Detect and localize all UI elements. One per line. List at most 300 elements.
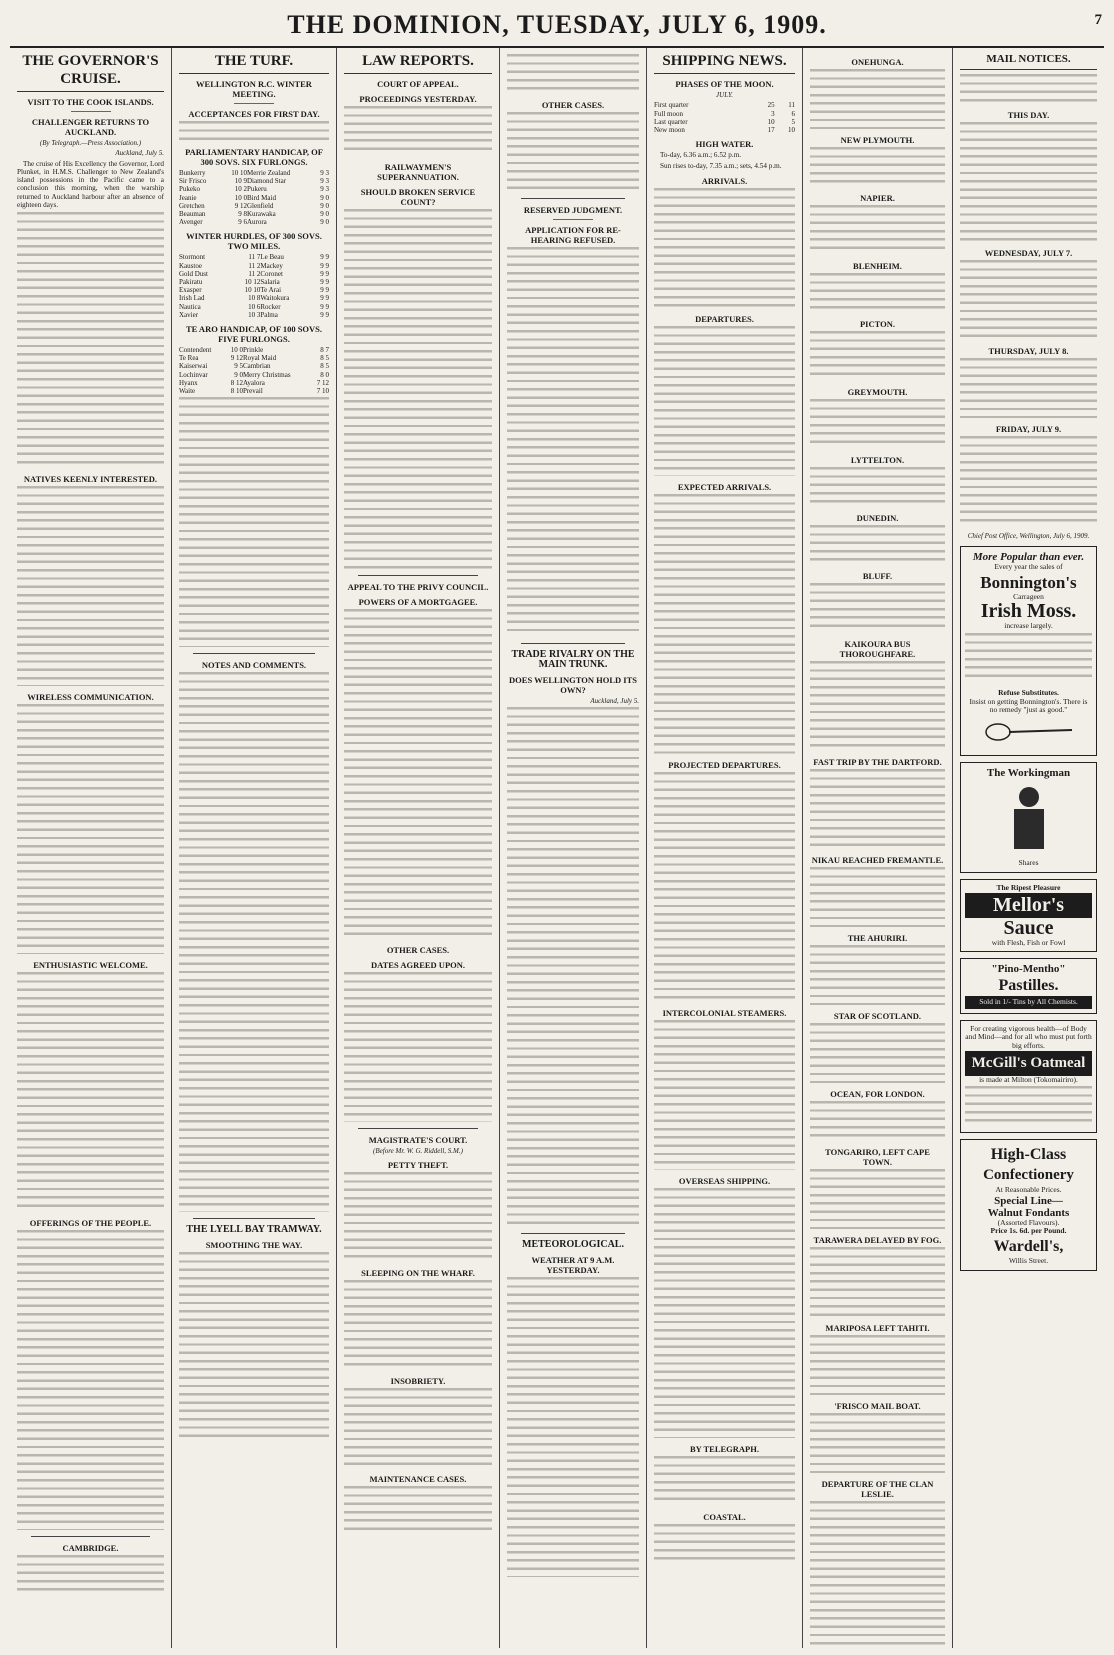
article-text bbox=[507, 54, 639, 94]
horse-name: Gold Dust bbox=[179, 269, 208, 278]
ad-headline: More Popular than ever. bbox=[972, 551, 1085, 564]
subheading: WEATHER AT 9 A.M. YESTERDAY. bbox=[531, 1255, 615, 1276]
horse-weight: 9 3 bbox=[320, 177, 329, 186]
race-entry-row bbox=[179, 169, 329, 177]
horse-name: Lochinvar bbox=[179, 370, 208, 379]
section-heading: ENTHUSIASTIC WELCOME. bbox=[33, 960, 148, 971]
moon-value: 6 bbox=[791, 109, 795, 118]
column-shipping-continued bbox=[803, 48, 953, 1648]
ad-product: Irish Moss. bbox=[980, 600, 1077, 623]
notice-text bbox=[960, 122, 1097, 242]
race-entry-row bbox=[179, 311, 329, 319]
ad-sub: Shares bbox=[1018, 858, 1039, 868]
ad-copy: For creating vigorous health—of Body and Mind—and for all who must put forth big efforts. bbox=[965, 1023, 1092, 1051]
horse-weight: 10 9 bbox=[234, 177, 247, 186]
horse-weight: 11 2 bbox=[248, 261, 261, 270]
horse-name: Kaiserwai bbox=[179, 362, 208, 371]
article-text bbox=[17, 212, 164, 468]
race-entry-row bbox=[179, 177, 329, 185]
horse-name: Exasper bbox=[179, 286, 202, 295]
subheading: PHASES OF THE MOON. bbox=[675, 79, 774, 89]
ad-note: (Assorted Flavours). bbox=[997, 1217, 1060, 1227]
horse-weight: 9 6 bbox=[238, 218, 247, 227]
column-heading: THE GOVERNOR'S CRUISE. bbox=[17, 52, 164, 92]
horse-name: Pakiratu bbox=[179, 278, 203, 287]
ad-street: Willis Street. bbox=[1008, 1255, 1049, 1265]
horse-name: Rocker bbox=[260, 302, 281, 311]
horse-weight: 10 3 bbox=[248, 310, 261, 319]
horse-weight: 9 0 bbox=[320, 201, 329, 210]
section-heading: WIRELESS COMMUNICATION. bbox=[27, 692, 154, 703]
horse-weight: 8 5 bbox=[320, 354, 329, 363]
horse-weight: 9 9 bbox=[320, 269, 329, 278]
shipping-text bbox=[810, 331, 945, 381]
advert-mellors bbox=[960, 879, 1097, 952]
ad-brand: Bonnington's bbox=[980, 572, 1077, 592]
column-law-continued bbox=[500, 48, 647, 1648]
article-text bbox=[344, 1486, 492, 1536]
moon-phase: New moon bbox=[654, 125, 685, 134]
horse-name: Coronet bbox=[260, 269, 283, 278]
ad-tag: with Flesh, Fish or Fowl bbox=[991, 937, 1066, 947]
column-shipping bbox=[647, 48, 803, 1648]
subheading: BLUFF. bbox=[862, 571, 893, 581]
shipping-list bbox=[654, 1020, 795, 1170]
race-entry-row bbox=[179, 303, 329, 311]
section-heading: RAILWAYMEN'S SUPERANNUATION. bbox=[377, 162, 459, 182]
subheading: STAR OF SCOTLAND. bbox=[833, 1011, 922, 1021]
subheading: PROJECTED DEPARTURES. bbox=[668, 759, 781, 770]
race-entry-row bbox=[179, 294, 329, 302]
subheading: SHOULD BROKEN SERVICE COUNT? bbox=[360, 187, 476, 207]
lead-paragraph: The cruise of His Excellency the Governor, Lord Plunket, in H.M.S. Challenger to New Zealand's island possessions in the Pacific came to a conclusion this morning, when the warship returned to Auckland harbour after an absence of eighteen days. bbox=[17, 159, 164, 210]
section-heading: ACCEPTANCES FOR FIRST DAY. bbox=[188, 109, 320, 119]
shipping-list bbox=[654, 188, 795, 308]
subheading: APPLICATION FOR RE-HEARING REFUSED. bbox=[525, 225, 621, 245]
horse-name: Merrie Zealand bbox=[246, 169, 291, 177]
horse-weight: 10 0 bbox=[230, 346, 243, 355]
ad-tag: increase largely. bbox=[1004, 621, 1053, 631]
subheading: NEW PLYMOUTH. bbox=[840, 135, 915, 145]
horse-name: Contendent bbox=[179, 346, 212, 355]
subheading: VISIT TO THE COOK ISLANDS. bbox=[27, 97, 154, 107]
horse-weight: 10 12 bbox=[244, 278, 261, 287]
horse-weight: 10 8 bbox=[248, 294, 261, 303]
horse-weight: 9 0 bbox=[320, 193, 329, 202]
column-law-reports bbox=[337, 48, 500, 1648]
section-heading: CHALLENGER RETURNS TO AUCKLAND. bbox=[31, 117, 150, 137]
moon-value: 11 bbox=[788, 101, 795, 110]
race-table bbox=[179, 253, 329, 319]
ad-shop: Wardell's, bbox=[993, 1237, 1064, 1255]
subheading: FRIDAY, JULY 9. bbox=[995, 424, 1062, 434]
horse-weight: 7 12 bbox=[316, 378, 329, 387]
man-figure-icon bbox=[1004, 783, 1054, 853]
moon-phase-row bbox=[654, 110, 795, 118]
race-entry-row bbox=[179, 218, 329, 226]
ad-brand: Confectionery bbox=[983, 1167, 1074, 1184]
article-text bbox=[507, 247, 639, 637]
race-title: WINTER HURDLES, OF 300 SOVS. TWO MILES. bbox=[186, 231, 322, 252]
shipping-text bbox=[810, 1169, 945, 1229]
horse-name: Royal Maid bbox=[242, 354, 277, 363]
horse-weight: 9 8 bbox=[238, 210, 247, 219]
race-table bbox=[179, 169, 329, 226]
column-mail-notices bbox=[953, 48, 1104, 1648]
divider bbox=[234, 103, 274, 104]
article-text bbox=[344, 1388, 492, 1468]
horse-weight: 10 10 bbox=[244, 286, 261, 295]
race-entry-row bbox=[179, 210, 329, 218]
ad-product: Pastilles. bbox=[998, 977, 1059, 995]
horse-weight: 10 0 bbox=[234, 193, 247, 202]
race-entry-row bbox=[179, 253, 329, 261]
shipping-text bbox=[810, 769, 945, 849]
horse-weight: 9 12 bbox=[234, 201, 247, 210]
subheading: KAIKOURA BUS THOROUGHFARE. bbox=[839, 639, 916, 659]
horse-weight: 11 2 bbox=[248, 269, 261, 278]
horse-weight: 9 0 bbox=[320, 218, 329, 227]
advert-wardells bbox=[960, 1139, 1097, 1270]
shipping-list bbox=[654, 326, 795, 476]
horse-name: Ayalora bbox=[242, 378, 265, 387]
subheading: INTERCOLONIAL STEAMERS. bbox=[662, 1007, 787, 1018]
shipping-text bbox=[810, 1501, 945, 1648]
moon-phase: Last quarter bbox=[654, 117, 688, 126]
moon-value: 3 bbox=[771, 109, 775, 118]
article-text bbox=[344, 106, 492, 156]
race-entry-row bbox=[179, 194, 329, 202]
article-text bbox=[344, 609, 492, 939]
subheading: TARAWERA DELAYED BY FOG. bbox=[813, 1235, 942, 1245]
article-text bbox=[344, 1172, 492, 1262]
subheading: THE AHURIRI. bbox=[847, 933, 908, 943]
moon-value: 10 bbox=[767, 117, 775, 126]
ad-product: Sauce bbox=[1003, 916, 1054, 939]
ad-note: Sold in 1/- Tins by All Chemists. bbox=[965, 996, 1092, 1009]
divider bbox=[521, 643, 625, 644]
horse-name: Stormont bbox=[179, 253, 206, 262]
horse-weight: 9 9 bbox=[320, 253, 329, 262]
subheading: THIS DAY. bbox=[1007, 110, 1050, 120]
article-text bbox=[344, 972, 492, 1122]
masthead-title: THE DOMINION, TUESDAY, JULY 6, 1909. bbox=[287, 10, 827, 39]
ad-brand: The Workingman bbox=[986, 767, 1071, 780]
divider bbox=[31, 1536, 150, 1537]
moon-month: JULY. bbox=[716, 91, 733, 99]
article-text bbox=[344, 209, 492, 569]
subheading: FAST TRIP BY THE DARTFORD. bbox=[813, 757, 942, 767]
article-text bbox=[17, 704, 164, 954]
section-heading: THE LYELL BAY TRAMWAY. bbox=[186, 1224, 322, 1236]
race-entry-row bbox=[179, 270, 329, 278]
race-entry-row bbox=[179, 202, 329, 210]
section-heading: METEOROLOGICAL. bbox=[522, 1239, 624, 1251]
horse-name: Avenger bbox=[179, 218, 203, 227]
horse-weight: 9 5 bbox=[234, 362, 243, 371]
horse-weight: 7 10 bbox=[316, 387, 329, 396]
subheading: OTHER CASES. bbox=[541, 100, 605, 110]
advert-bonningtons bbox=[960, 546, 1097, 756]
shipping-text bbox=[810, 1101, 945, 1141]
shipping-text bbox=[810, 583, 945, 633]
article-text bbox=[17, 1555, 164, 1595]
race-title: PARLIAMENTARY HANDICAP, OF 300 SOVS. SIX FURLONGS. bbox=[185, 147, 323, 167]
advert-mcgills bbox=[960, 1020, 1097, 1133]
horse-name: Waite bbox=[179, 387, 196, 396]
shipping-list bbox=[654, 1188, 795, 1438]
race-entry-row bbox=[179, 346, 329, 354]
subheading: OVERSEAS SHIPPING. bbox=[678, 1175, 771, 1186]
notice-text bbox=[960, 74, 1097, 104]
shipping-text bbox=[810, 273, 945, 313]
ad-brand: "Pino-Mentho" bbox=[991, 963, 1066, 976]
divider bbox=[553, 219, 593, 220]
horse-name: Sir Frisco bbox=[179, 177, 207, 186]
column-heading: THE TURF. bbox=[179, 52, 329, 74]
horse-name: Irish Lad bbox=[179, 294, 205, 303]
column-heading: MAIL NOTICES. bbox=[960, 52, 1097, 70]
notice-text bbox=[960, 436, 1097, 526]
article-text bbox=[344, 1280, 492, 1370]
section-heading: NATIVES KEENLY INTERESTED. bbox=[23, 474, 158, 485]
shipping-text bbox=[810, 867, 945, 927]
horse-name: Pukeko bbox=[179, 185, 200, 194]
horse-name: Bunkerry bbox=[179, 169, 206, 177]
horse-weight: 9 0 bbox=[320, 210, 329, 219]
subheading: PICTON. bbox=[859, 319, 896, 329]
ad-copy-lines bbox=[965, 1086, 1092, 1122]
dateline: Auckland, July 5. bbox=[115, 149, 164, 158]
ad-headline: The Ripest Pleasure bbox=[996, 883, 1061, 893]
horse-name: Waitokura bbox=[260, 294, 290, 303]
advert-workingman bbox=[960, 762, 1097, 873]
article-text bbox=[179, 672, 329, 1212]
horse-weight: 8 10 bbox=[230, 387, 243, 396]
horse-name: Diamond Star bbox=[246, 177, 287, 186]
ad-line: Every year the sales of bbox=[994, 562, 1063, 572]
shipping-list bbox=[654, 1456, 795, 1506]
horse-name: Pukeru bbox=[246, 185, 267, 194]
columns bbox=[10, 48, 1104, 1648]
moon-value: 5 bbox=[791, 117, 795, 126]
page-number: 7 bbox=[1094, 12, 1102, 28]
race-entry-row bbox=[179, 262, 329, 270]
moon-phase-row bbox=[654, 118, 795, 126]
horse-name: Te Rea bbox=[179, 354, 199, 363]
signoff: Chief Post Office, Wellington, July 6, 1909. bbox=[967, 532, 1090, 540]
horse-weight: 10 2 bbox=[234, 185, 247, 194]
horse-name: Palma bbox=[260, 310, 278, 319]
race-entry-row bbox=[179, 371, 329, 379]
column-heading: LAW REPORTS. bbox=[344, 52, 492, 74]
section-heading: OFFERINGS OF THE PEOPLE. bbox=[29, 1218, 152, 1229]
shipping-text bbox=[810, 1413, 945, 1473]
article-text bbox=[179, 1252, 329, 1442]
horse-name: Aurora bbox=[246, 218, 267, 227]
article-text bbox=[179, 121, 329, 141]
subheading: DOES WELLINGTON HOLD ITS OWN? bbox=[509, 675, 637, 695]
horse-weight: 9 9 bbox=[320, 261, 329, 270]
horse-weight: 8 7 bbox=[320, 346, 329, 355]
moon-value: 25 bbox=[767, 101, 775, 110]
article-text bbox=[17, 972, 164, 1212]
subheading: MAINTENANCE CASES. bbox=[369, 1474, 467, 1485]
article-text bbox=[507, 112, 639, 192]
subheading: ARRIVALS. bbox=[701, 175, 748, 186]
ad-item: Walnut Fondants bbox=[987, 1206, 1070, 1219]
subheading: NAPIER. bbox=[860, 193, 895, 203]
dateline: Auckland, July 5. bbox=[590, 697, 639, 705]
race-entry-row bbox=[179, 379, 329, 387]
race-listings bbox=[179, 397, 329, 647]
shipping-text bbox=[810, 1335, 945, 1395]
horse-name: Merry Christmas bbox=[242, 370, 291, 379]
ad-price: Price 1s. 6d. per Pound. bbox=[990, 1226, 1067, 1236]
horse-name: Glenfield bbox=[246, 201, 274, 210]
subheading: POWERS OF A MORTGAGEE. bbox=[358, 597, 478, 607]
horse-weight: 8 5 bbox=[320, 362, 329, 371]
subheading: SMOOTHING THE WAY. bbox=[205, 1240, 303, 1251]
shipping-text bbox=[810, 1023, 945, 1083]
horse-name: Cambrian bbox=[242, 362, 271, 371]
subheading: WEDNESDAY, JULY 7. bbox=[984, 248, 1073, 258]
weather-reports bbox=[507, 1277, 639, 1577]
subheading: DUNEDIN. bbox=[856, 513, 899, 523]
horse-weight: 9 9 bbox=[320, 310, 329, 319]
subheading: HIGH WATER. bbox=[695, 139, 754, 150]
moon-phase-row bbox=[654, 101, 795, 109]
horse-weight: 10 6 bbox=[248, 302, 261, 311]
ad-refuse: Refuse Substitutes. bbox=[998, 688, 1059, 698]
subheading: OCEAN, FOR LONDON. bbox=[830, 1089, 925, 1099]
horse-weight: 9 9 bbox=[320, 302, 329, 311]
notice-text bbox=[960, 358, 1097, 418]
horse-name: Xavier bbox=[179, 310, 199, 319]
horse-weight: 11 7 bbox=[248, 253, 261, 262]
divider bbox=[358, 575, 478, 576]
shipping-list bbox=[654, 772, 795, 1002]
race-title: TE ARO HANDICAP, OF 100 SOVS. FIVE FURLONGS. bbox=[185, 324, 323, 345]
moon-table bbox=[654, 101, 795, 134]
horse-weight: 10 10 bbox=[231, 169, 247, 177]
subheading: EXPECTED ARRIVALS. bbox=[677, 481, 772, 492]
ad-sub: Carrageen bbox=[1013, 591, 1044, 601]
section-heading: APPEAL TO THE PRIVY COUNCIL. bbox=[347, 582, 489, 592]
subheading: MARIPOSA LEFT TAHITI. bbox=[825, 1323, 930, 1333]
subheading: PETTY THEFT. bbox=[387, 1160, 449, 1171]
divider bbox=[71, 111, 111, 112]
spoon-icon bbox=[984, 719, 1074, 745]
shipping-text bbox=[810, 525, 945, 565]
shipping-text bbox=[810, 661, 945, 751]
article-text bbox=[17, 486, 164, 686]
subheading: 'FRISCO MAIL BOAT. bbox=[834, 1401, 921, 1411]
race-entry-row bbox=[179, 278, 329, 286]
race-entry-row bbox=[179, 354, 329, 362]
race-entry-row bbox=[179, 286, 329, 294]
shipping-text bbox=[810, 467, 945, 507]
column-heading: SHIPPING NEWS. bbox=[654, 52, 795, 74]
section-heading: COURT OF APPEAL. bbox=[377, 79, 459, 89]
moon-value: 10 bbox=[788, 125, 795, 134]
horse-name: Te Arai bbox=[260, 286, 282, 295]
race-entry-row bbox=[179, 387, 329, 395]
subheading: DEPARTURES. bbox=[695, 313, 754, 324]
section-heading: CAMBRIDGE. bbox=[62, 1543, 119, 1554]
horse-name: Bird Maid bbox=[246, 193, 276, 202]
horse-name: Nautica bbox=[179, 302, 201, 311]
subheading: BLENHEIM. bbox=[853, 261, 902, 271]
horse-weight: 9 3 bbox=[320, 185, 329, 194]
divider bbox=[358, 1128, 478, 1129]
shipping-list bbox=[654, 494, 795, 754]
moon-phase: First quarter bbox=[654, 101, 689, 110]
subheading: TONGARIRO, LEFT CAPE TOWN. bbox=[825, 1147, 930, 1167]
shipping-text bbox=[810, 945, 945, 1005]
moon-phase: Full moon bbox=[654, 109, 683, 118]
divider bbox=[193, 1218, 315, 1219]
subheading: THURSDAY, JULY 8. bbox=[988, 346, 1069, 356]
notice-text bbox=[960, 260, 1097, 340]
moon-phase-row bbox=[654, 126, 795, 134]
horse-name: Kurawaka bbox=[246, 210, 276, 219]
article-text bbox=[507, 707, 639, 1227]
shipping-list bbox=[654, 1524, 795, 1564]
subheading: GREYMOUTH. bbox=[847, 387, 908, 397]
subheading: SLEEPING ON THE WHARF. bbox=[361, 1268, 475, 1279]
high-water: To-day, 6.36 a.m.; 6.52 p.m. bbox=[660, 151, 742, 160]
subheading: BY TELEGRAPH. bbox=[690, 1443, 759, 1454]
column-turf bbox=[172, 48, 337, 1648]
subheading: PROCEEDINGS YESTERDAY. bbox=[359, 94, 477, 104]
subheading: COASTAL. bbox=[703, 1511, 746, 1522]
ad-sub: At Reasonable Prices. bbox=[995, 1185, 1062, 1195]
shipping-text bbox=[810, 69, 945, 129]
shipping-text bbox=[810, 147, 945, 187]
horse-name: Gretchen bbox=[179, 201, 205, 210]
ad-headline: High-Class bbox=[990, 1146, 1067, 1164]
horse-weight: 9 12 bbox=[230, 354, 243, 363]
horse-weight: 9 9 bbox=[320, 294, 329, 303]
section-heading: MAGISTRATE'S COURT. bbox=[368, 1135, 468, 1145]
race-table bbox=[179, 346, 329, 395]
subheading: WELLINGTON R.C. WINTER MEETING. bbox=[196, 79, 312, 99]
column-governors-cruise bbox=[10, 48, 172, 1648]
horse-weight: 9 3 bbox=[320, 169, 329, 177]
ad-copy bbox=[965, 633, 1092, 683]
shipping-text bbox=[810, 399, 945, 449]
race-entry-row bbox=[179, 185, 329, 193]
horse-name: Hyanx bbox=[179, 378, 198, 387]
magistrate-note: (Before Mr. W. G. Riddell, S.M.) bbox=[373, 1147, 463, 1155]
ad-brand: McGill's Oatmeal bbox=[965, 1051, 1092, 1076]
subheading: NIKAU REACHED FREMANTLE. bbox=[811, 855, 944, 865]
shipping-text bbox=[810, 205, 945, 255]
horse-name: Prinkle bbox=[242, 346, 264, 355]
race-entry-row bbox=[179, 362, 329, 370]
ad-tag: is made at Milton (Tokomairiro). bbox=[979, 1074, 1078, 1084]
shipping-text bbox=[810, 1247, 945, 1317]
horse-name: Beauman bbox=[179, 210, 206, 219]
horse-name: Le Beau bbox=[260, 253, 284, 262]
subheading: DEPARTURE OF THE CLAN LESLIE. bbox=[821, 1479, 934, 1499]
section-heading: OTHER CASES. bbox=[386, 945, 450, 955]
horse-name: Salaria bbox=[260, 278, 280, 287]
ad-warning: Insist on getting Bonnington's. There is no remedy "just as good." bbox=[969, 696, 1088, 715]
ad-brand: Mellor's bbox=[965, 893, 1092, 918]
divider bbox=[521, 1233, 625, 1234]
